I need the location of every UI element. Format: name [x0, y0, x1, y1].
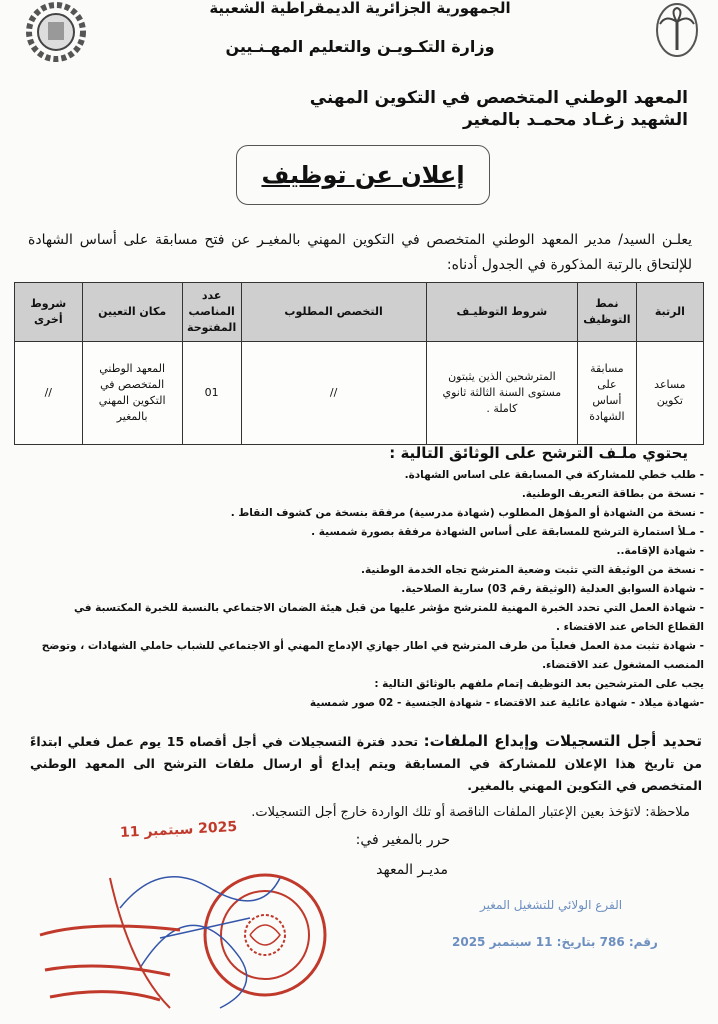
announcement-title: إعلان عن توظيف [261, 161, 465, 189]
list-item: - نسخة من الشهادة أو المؤهل المطلوب (شهادة مدرسية) مرفقة بنسخة من كشوف النقاط . [230, 507, 704, 519]
institute-name: المعهد الوطني المتخصص في التكوين المهني [309, 88, 688, 108]
cell-positions: 01 [182, 342, 241, 445]
date-stamp: 2025 سبتمبر 11 [119, 818, 238, 842]
list-item: - طلب خطي للمشاركة في المسابقة على اساس الشهادة. [404, 469, 704, 481]
deadline-lead: تحديد أجل التسجيلات وإيداع الملفات: [423, 732, 702, 750]
list-item: -شهادة ميلاد - شهادة عائلية عند الاقتضاء - شهادة الجنسية - 02 صور شمسية [309, 697, 704, 709]
list-item: - شهادة الإقامة.. [616, 545, 704, 557]
done-at: حرر بالمغير في: [355, 832, 450, 848]
col-positions: عدد المناصب المفتوحة [182, 283, 241, 342]
col-location: مكان التعيين [82, 283, 182, 342]
cell-location: المعهد الوطني المتخصص في التكوين المهني بالمغير [82, 342, 182, 445]
list-item: - مـلأ استمارة الترشح للمسابقة على أساس الشهادة مرفقة بصورة شمسية . [311, 526, 704, 538]
cell-rank: مساعد تكوين [636, 342, 703, 445]
table-header-row [15, 283, 704, 342]
cell-conditions: المترشحين الذين يثبتون مستوى السنة الثالثة ثانوي كاملة . [426, 342, 577, 445]
intro-paragraph: يعلـن السيد/ مدير المعهد الوطني المتخصص في التكوين المهني بالمغيـر عن فتح مسابقة على أساس الشهادة للإلتحاق بالرتبة المذكورة في الجدول أدناه: [28, 232, 692, 273]
list-item: - شهادة السوابق العدلية (الوثيقة رقم 03) سارية الصلاحية. [401, 583, 704, 595]
table-row [15, 342, 704, 445]
employment-office-stamp: الفرع الولائي للتشغيل المغير [480, 898, 623, 912]
col-recruitment-mode: نمط التوظيف [578, 283, 637, 342]
director-title: مديـر المعهد [376, 862, 448, 878]
documents-list [36, 466, 704, 713]
director-name-stamp [30, 915, 190, 1005]
institute-logo [646, 2, 708, 60]
cell-specialty: // [241, 342, 426, 445]
announcement-title-box [236, 145, 490, 205]
cell-mode: مسابقة على أساس الشهادة [578, 342, 637, 445]
list-item: - نسخة من بطاقة التعريف الوطنية. [521, 488, 704, 500]
ministry-name: وزارة التكـويـن والتعليم المهـنـيين [225, 37, 495, 56]
col-other: شروط أخرى [15, 283, 83, 342]
deadline-paragraph [30, 730, 702, 797]
list-item: - شهادة تثبت مدة العمل فعلياً من طرف المترشح في اطار جهازي الإدماج المهني أو الاجتماعي للشباب حاملي الشهادات ، وتوضح المنصب المشغول عند الاقتضاء. [41, 640, 704, 671]
cell-other: // [15, 342, 83, 445]
list-item: يجب على المترشحين بعد التوظيف إتمام ملفهم بالوثائق التالية : [374, 678, 704, 690]
documents-heading: يحتوي ملـف الترشح على الوثائق التالية : [389, 444, 688, 462]
col-specialty: التخصص المطلوب [241, 283, 426, 342]
col-conditions: شروط التوظيـف [426, 283, 577, 342]
institute-martyr-name: الشهيد زغـاد محمـد بالمغير [462, 110, 688, 130]
list-item: - نسخة من الوثيقة التي تثبت وضعية المترشح تجاه الخدمة الوطنية. [361, 564, 704, 576]
note: ملاحظة: لاتؤخذ بعين الإعتبار الملفات الناقصة أو تلك الواردة خارج أجل التسجيلات. [251, 805, 690, 820]
ministry-logo [26, 2, 86, 62]
recruitment-table [14, 282, 704, 445]
col-rank: الرتبة [636, 283, 703, 342]
list-item: - شهادة العمل التي تحدد الخبرة المهنية للمترشح مؤشر عليها من قبل هيئة الضمان الاجتماعي بالنسبة للخبرة المكتسبة في القطاع الخاص عند الاقتضاء . [73, 602, 704, 633]
deadline-text: تحدد فترة التسجيلات في أجل أقصاه 15 يوم عمل فعلي ابتداءً من تاريخ هذا الإعلان للمشاركة في المسابقة ويتم إيداع أو ارسال ملفات الترشح الى المعهد الوطني المتخصص في التكوين المهني بالمغير. [30, 734, 702, 793]
employment-office-reference: رقم: 786 بتاريخ: 11 سبتمبر 2025 [452, 935, 658, 949]
republic-header: الجمهورية الجزائرية الديمقراطية الشعبية [209, 0, 511, 17]
